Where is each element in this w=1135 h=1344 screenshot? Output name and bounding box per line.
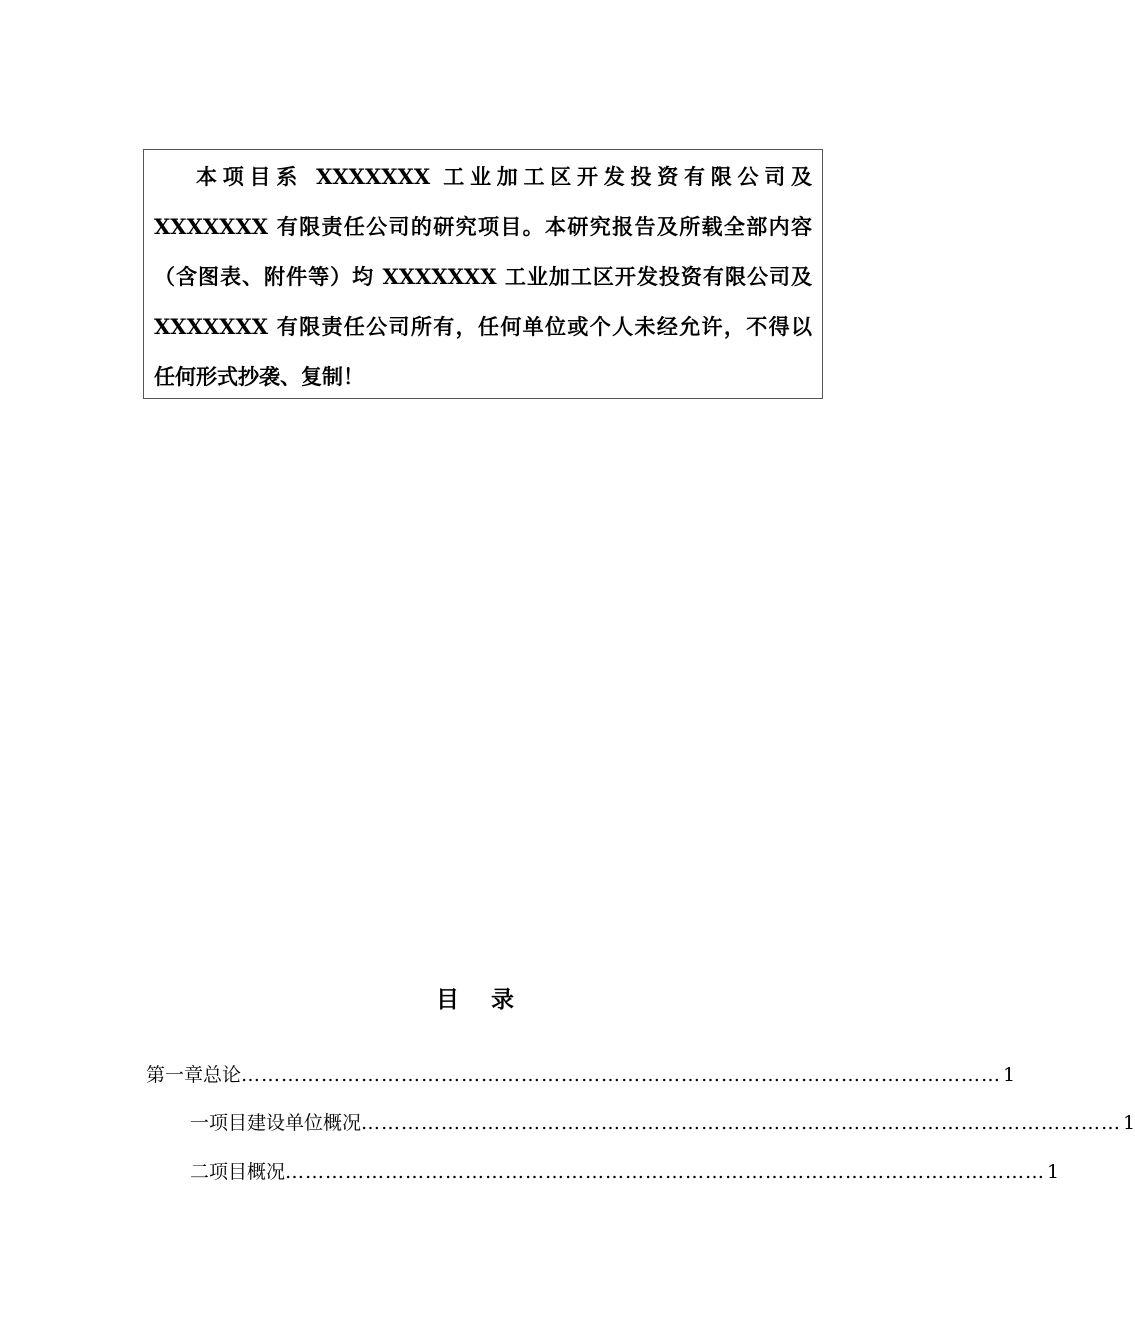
notice-line-1: 本项目系 XXXXXXX 工业加工区开发投资有限公司及 [196, 164, 812, 189]
toc-entry-section-1[interactable] [190, 1108, 1135, 1138]
toc-entry-prefix: 第一章 [146, 1064, 204, 1086]
toc-leader-dots: …………………………………………………………………………………………………… [285, 1161, 1046, 1183]
toc-leader-dots: …………………………………………………………………………………………………… [361, 1112, 1122, 1134]
notice-line-5: 任何形式抄袭、复制！ [154, 364, 364, 389]
toc-entry-label: 项目建设单位概况 [209, 1112, 362, 1134]
copyright-notice-box [143, 149, 823, 399]
notice-line-3: （含图表、附件等）均 XXXXXXX 工业加工区开发投资有限公司及 [154, 264, 812, 289]
toc-entry-label: 总论 [203, 1064, 242, 1086]
notice-line-2: XXXXXXX 有限责任公司的研究项目。本研究报告及所载全部内容 [154, 214, 812, 239]
toc-entry-chapter-1[interactable] [146, 1060, 1016, 1090]
toc-entry-section-2[interactable] [190, 1157, 1060, 1187]
toc-title: 目 录 [435, 986, 515, 1013]
toc-entry-page: 1 [1003, 1064, 1016, 1086]
notice-line-4: XXXXXXX 有限责任公司所有，任何单位或个人未经允许，不得以 [154, 314, 812, 339]
toc-entry-prefix: 一 [190, 1112, 210, 1134]
toc-entry-prefix: 二 [190, 1161, 210, 1183]
toc-entry-page: 1 [1123, 1112, 1135, 1134]
toc-leader-dots: …………………………………………………………………………………………………… [241, 1064, 1002, 1086]
toc-entry-label: 项目概况 [209, 1161, 286, 1183]
toc-entry-page: 1 [1047, 1161, 1060, 1183]
